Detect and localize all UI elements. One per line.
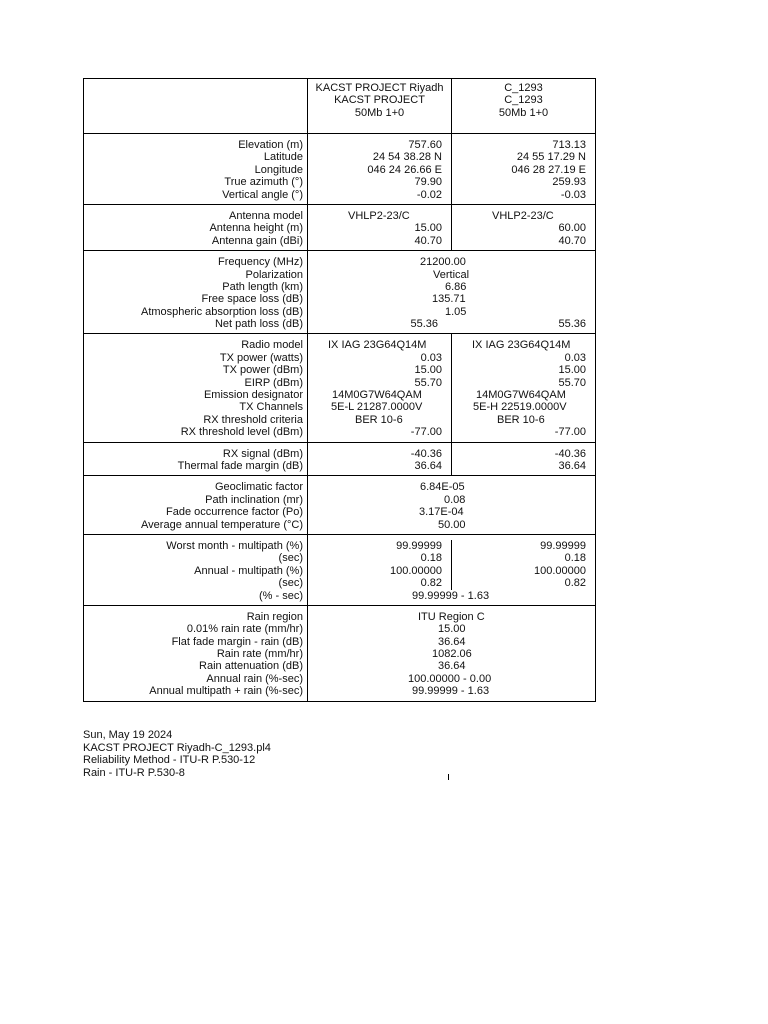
site1-capacity: 50Mb 1+0: [354, 106, 405, 119]
site2-name: C_1293: [504, 82, 543, 94]
multipath-values: [308, 534, 596, 605]
signal-labels: [84, 442, 308, 476]
value: 0.18: [420, 552, 442, 565]
shared-value: 36.64: [438, 635, 466, 648]
value: 99.99999: [540, 539, 586, 552]
site1-project: KACST PROJECT: [334, 94, 425, 107]
shared-value: 99.99999 - 1.63: [412, 685, 490, 698]
label: TX power (watts): [219, 351, 303, 364]
antenna-labels: [84, 204, 308, 250]
shared-value: 3.17E-04: [419, 506, 464, 519]
value: 36.64: [414, 459, 442, 472]
shared-value: 100.00000 - 0.00: [408, 672, 492, 685]
reliability-method: Reliability Method - ITU-R P.530-12: [83, 754, 256, 766]
site1-radio-values: [308, 334, 452, 442]
site2-antenna-values: [452, 204, 596, 250]
shared-value: ITU Region C: [418, 610, 485, 623]
label: Antenna model: [229, 209, 303, 222]
value: IX IAG 23G64Q14M: [328, 339, 427, 352]
label: RX threshold criteria: [203, 413, 303, 426]
antenna-section: [84, 204, 596, 250]
site2-radio-values: [452, 334, 596, 442]
label: Polarization: [245, 268, 303, 281]
label: Annual - multipath (%): [194, 564, 303, 577]
value: 713.13: [552, 139, 586, 151]
site-labels: [84, 134, 308, 205]
label: (% - sec): [259, 589, 303, 602]
header-row: [84, 79, 596, 134]
site2-net-loss: 55.36: [558, 318, 586, 331]
site1-header: [308, 79, 452, 134]
label: Path length (km): [222, 280, 303, 293]
value: 0.82: [420, 577, 442, 590]
radio-section: [84, 334, 596, 442]
label: Longitude: [254, 163, 303, 176]
site1-net-loss: 55.36: [410, 318, 438, 331]
value: 100.00000: [390, 564, 442, 577]
value: 5E-H 22519.0000V: [473, 401, 567, 414]
geo-labels: [84, 476, 308, 535]
label: Emission designator: [203, 389, 303, 402]
shared-value: 50.00: [438, 518, 466, 531]
label: Radio model: [241, 339, 303, 352]
label: Antenna gain (dBi): [211, 234, 303, 247]
site1-multipath-values: [308, 540, 452, 590]
label: Path inclination (mr): [205, 493, 303, 506]
site1-site-values: [308, 134, 452, 205]
value: 046 28 27.19 E: [511, 163, 586, 176]
label: RX signal (dBm): [222, 447, 303, 460]
net-path-loss-row: [308, 318, 595, 330]
label: Vertical angle (°): [222, 188, 303, 201]
shared-value: Vertical: [433, 268, 470, 281]
label: Annual rain (%-sec): [206, 672, 303, 685]
report-file: KACST PROJECT Riyadh-C_1293.pl4: [83, 741, 271, 754]
value: 0.03: [420, 351, 442, 364]
value: BER 10-6: [497, 413, 545, 426]
site1-signal-values: [308, 442, 452, 476]
shared-value: 1.05: [445, 305, 467, 318]
shared-value: 36.64: [438, 660, 466, 673]
label: True azimuth (°): [224, 176, 303, 189]
label: TX power (dBm): [222, 364, 303, 377]
site1-antenna-values: [308, 204, 452, 250]
value: 15.00: [558, 364, 586, 377]
page-mark: [448, 774, 449, 780]
path-labels: [84, 251, 308, 334]
label: EIRP (dBm): [244, 376, 303, 389]
label: Frequency (MHz): [218, 256, 303, 269]
label: RX threshold level (dBm): [180, 426, 303, 439]
value: 0.18: [564, 552, 586, 565]
value: -0.02: [416, 188, 442, 201]
site2-header: [452, 79, 596, 134]
label: Latitude: [263, 151, 303, 164]
value: 79.90: [414, 176, 442, 189]
site-section: [84, 134, 596, 205]
label: Geoclimatic factor: [214, 481, 303, 494]
multipath-section: [84, 534, 596, 605]
value: 15.00: [414, 222, 442, 235]
shared-value: 1082.06: [432, 648, 472, 661]
label: Worst month - multipath (%): [166, 539, 303, 552]
rain-values: [308, 605, 596, 701]
value: -77.00: [410, 426, 442, 439]
value: 259.93: [552, 176, 586, 189]
geo-values: [308, 476, 596, 535]
value: VHLP2-23/C: [492, 209, 554, 222]
header-label-cell: [84, 79, 308, 134]
path-section: [84, 251, 596, 334]
value: 55.70: [558, 376, 586, 389]
report-date: Sun, May 19 2024: [83, 729, 173, 741]
site2-capacity: 50Mb 1+0: [498, 106, 549, 119]
shared-value: 15.00: [438, 623, 466, 636]
label: 0.01% rain rate (mm/hr): [186, 623, 303, 636]
label: Average annual temperature (°C): [141, 518, 303, 531]
value: 24 54 38.28 N: [372, 151, 442, 164]
value: 0.82: [564, 577, 586, 590]
value: 0.03: [564, 351, 586, 364]
value: IX IAG 23G64Q14M: [472, 339, 571, 352]
site1-name: KACST PROJECT Riyadh: [315, 82, 444, 94]
label: (sec): [278, 577, 303, 590]
label: Thermal fade margin (dB): [177, 459, 303, 472]
shared-value: 6.84E-05: [420, 481, 465, 494]
label: Atmospheric absorption loss (dB): [140, 305, 303, 318]
value: 24 55 17.29 N: [516, 151, 586, 164]
site2-signal-values: [452, 442, 596, 476]
label: Rain rate (mm/hr): [216, 648, 303, 661]
shared-value: 0.08: [444, 493, 466, 506]
radio-labels: [84, 334, 308, 442]
value: 046 24 26.66 E: [367, 163, 442, 176]
rain-section: [84, 605, 596, 701]
value: 757.60: [408, 139, 442, 151]
label: Flat fade margin - rain (dB): [171, 635, 303, 648]
value: 5E-L 21287.0000V: [331, 401, 423, 414]
value: 36.64: [558, 459, 586, 472]
multipath-site-columns: [308, 540, 595, 590]
label: Net path loss (dB): [214, 318, 303, 331]
label: Elevation (m): [238, 139, 303, 151]
rain-labels: [84, 605, 308, 701]
value: 14M0G7W64QAM: [332, 389, 422, 402]
value: VHLP2-23/C: [348, 209, 410, 222]
multipath-combined: 99.99999 - 1.63: [412, 589, 490, 602]
value: -40.36: [554, 447, 586, 460]
value: -0.03: [560, 188, 586, 201]
rain-method: Rain - ITU-R P.530-8: [83, 766, 185, 779]
value: 15.00: [414, 364, 442, 377]
value: 60.00: [558, 222, 586, 235]
value: 40.70: [414, 234, 442, 247]
label: Rain region: [246, 610, 303, 623]
value: BER 10-6: [355, 413, 403, 426]
site2-project: C_1293: [504, 94, 543, 107]
site2-multipath-values: [452, 540, 595, 590]
value: -77.00: [554, 426, 586, 439]
value: -40.36: [410, 447, 442, 460]
label: Rain attenuation (dB): [199, 660, 303, 673]
label: Free space loss (dB): [201, 293, 303, 306]
label: (sec): [278, 552, 303, 565]
label: Annual multipath + rain (%-sec): [149, 685, 303, 698]
shared-value: 6.86: [445, 280, 467, 293]
value: 100.00000: [534, 564, 586, 577]
geo-section: [84, 476, 596, 535]
label: TX Channels: [239, 401, 303, 414]
path-values: [308, 251, 596, 334]
signal-section: [84, 442, 596, 476]
label: Antenna height (m): [209, 222, 303, 235]
shared-value: 135.71: [432, 293, 466, 306]
shared-value: 21200.00: [420, 256, 466, 269]
label: Fade occurrence factor (Po): [166, 506, 303, 519]
value: 55.70: [414, 376, 442, 389]
report-footer: [83, 729, 271, 779]
value: 40.70: [558, 234, 586, 247]
value: 99.99999: [396, 539, 442, 552]
value: 14M0G7W64QAM: [476, 389, 566, 402]
link-budget-table: [83, 78, 596, 702]
site2-site-values: [452, 134, 596, 205]
multipath-labels: [84, 534, 308, 605]
